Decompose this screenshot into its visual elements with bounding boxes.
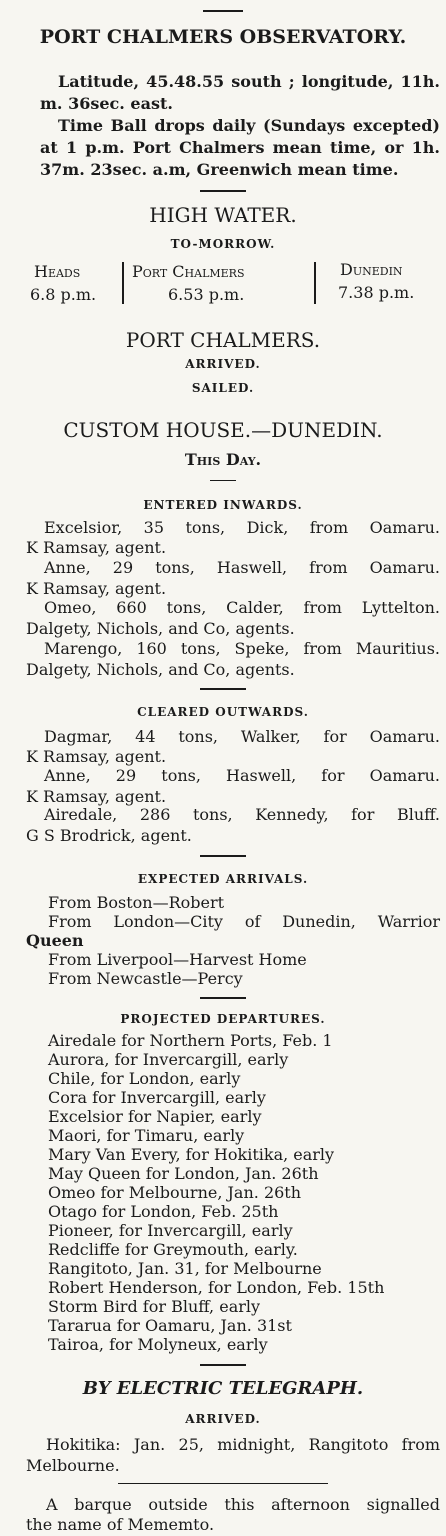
heads-time: 6.8 p.m. xyxy=(30,285,97,304)
projected-line-13: Rangitoto, Jan. 31, for Melbourne xyxy=(48,1259,322,1278)
rule-5 xyxy=(200,997,246,999)
rule-6 xyxy=(200,1364,246,1366)
entered-line-4: K Ramsay, agent. xyxy=(26,579,167,598)
projected-line-8: May Queen for London, Jan. 26th xyxy=(48,1164,319,1183)
entered-line-8: Dalgety, Nichols, and Co, agents. xyxy=(26,660,295,679)
projected-line-15: Storm Bird for Bluff, early xyxy=(48,1297,261,1316)
port-sailed: SAILED. xyxy=(191,381,255,395)
rule-1 xyxy=(200,190,246,192)
expected-title: EXPECTED ARRIVALS. xyxy=(137,872,309,886)
heads-label: Heads xyxy=(34,262,81,281)
cleared-line-6: G S Brodrick, agent. xyxy=(26,826,192,845)
rule-3 xyxy=(200,688,246,690)
projected-line-6: Maori, for Timaru, early xyxy=(48,1126,245,1145)
entered-line-3: Anne, 29 tons, Haswell, from Oamaru. xyxy=(44,558,440,577)
entered-line-1: Excelsior, 35 tons, Dick, from Oamaru. xyxy=(44,518,440,537)
projected-line-7: Mary Van Every, for Hokitika, early xyxy=(48,1145,335,1164)
port-chalmers-label: Port Chalmers xyxy=(132,262,245,281)
expected-line-3: Queen xyxy=(26,931,84,950)
top-rule xyxy=(203,10,243,12)
entered-line-5: Omeo, 660 tons, Calder, from Lyttelton. xyxy=(44,598,440,617)
cleared-line-3: Anne, 29 tons, Haswell, for Oamaru. xyxy=(44,766,440,785)
high-water-subtitle: TO-MORROW. xyxy=(170,237,276,251)
entered-line-2: K Ramsay, agent. xyxy=(26,538,167,557)
entered-line-6: Dalgety, Nichols, and Co, agents. xyxy=(26,619,295,638)
observatory-line-5: 37m. 23sec. a.m, Greenwich mean time. xyxy=(40,160,399,179)
custom-house-title: CUSTOM HOUSE.—DUNEDIN. xyxy=(63,418,383,442)
telegraph-line-2: Melbourne. xyxy=(26,1456,120,1475)
expected-line-2: From London—City of Dunedin, Warrior xyxy=(48,912,440,931)
cleared-line-4: K Ramsay, agent. xyxy=(26,787,167,806)
projected-line-2: Aurora, for Invercargill, early xyxy=(48,1050,289,1069)
observatory-line-1: Latitude, 45.48.55 south ; longitude, 11h. xyxy=(58,72,440,91)
divider-left xyxy=(122,262,124,304)
projected-line-12: Redcliffe for Greymouth, early. xyxy=(48,1240,298,1259)
telegraph-line-1: Hokitika: Jan. 25, midnight, Rangitoto from xyxy=(46,1435,440,1454)
rule-2 xyxy=(210,480,236,481)
port-chalmers-title: PORT CHALMERS. xyxy=(125,328,321,352)
tail-line-1: A barque outside this afternoon signalled xyxy=(46,1495,440,1514)
telegraph-arrived: ARRIVED. xyxy=(185,1412,261,1426)
high-water-title: HIGH WATER. xyxy=(149,203,297,227)
projected-title: PROJECTED DEPARTURES. xyxy=(120,1012,326,1026)
port-chalmers-time: 6.53 p.m. xyxy=(168,285,245,304)
projected-line-16: Tararua for Oamaru, Jan. 31st xyxy=(48,1316,292,1335)
expected-line-4: From Liverpool—Harvest Home xyxy=(48,950,307,969)
projected-line-14: Robert Henderson, for London, Feb. 15th xyxy=(48,1278,385,1297)
entered-title: ENTERED INWARDS. xyxy=(143,498,303,512)
projected-line-1: Airedale for Northern Ports, Feb. 1 xyxy=(48,1031,333,1050)
projected-line-9: Omeo for Melbourne, Jan. 26th xyxy=(48,1183,302,1202)
expected-line-1: From Boston—Robert xyxy=(48,893,225,912)
projected-line-4: Cora for Invercargill, early xyxy=(48,1088,266,1107)
dunedin-time: 7.38 p.m. xyxy=(338,283,415,302)
observatory-line-3: Time Ball drops daily (Sundays excepted) xyxy=(58,116,440,135)
projected-line-10: Otago for London, Feb. 25th xyxy=(48,1202,279,1221)
cleared-title: CLEARED OUTWARDS. xyxy=(137,705,309,719)
dunedin-label: Dunedin xyxy=(340,260,403,279)
tail-line-2: the name of Mememto. xyxy=(26,1515,215,1534)
rule-7 xyxy=(118,1483,328,1484)
observatory-line-2: m. 36sec. east. xyxy=(40,94,173,113)
port-arrived: ARRIVED. xyxy=(185,357,261,371)
rule-4 xyxy=(200,855,246,857)
cleared-line-5: Airedale, 286 tons, Kennedy, for Bluff. xyxy=(44,805,440,824)
expected-line-5: From Newcastle—Percy xyxy=(48,969,243,988)
custom-house-subtitle: This Day. xyxy=(184,450,262,469)
projected-line-17: Tairoa, for Molyneux, early xyxy=(48,1335,268,1354)
divider-right xyxy=(314,262,316,304)
projected-line-5: Excelsior for Napier, early xyxy=(48,1107,262,1126)
projected-line-3: Chile, for London, early xyxy=(48,1069,241,1088)
cleared-line-2: K Ramsay, agent. xyxy=(26,747,167,766)
observatory-line-4: at 1 p.m. Port Chalmers mean time, or 1h. xyxy=(40,138,440,157)
projected-line-11: Pioneer, for Invercargill, early xyxy=(48,1221,293,1240)
observatory-title: PORT CHALMERS OBSERVATORY. xyxy=(39,26,407,48)
telegraph-title: BY ELECTRIC TELEGRAPH. xyxy=(82,1378,364,1399)
entered-line-7: Marengo, 160 tons, Speke, from Mauritius. xyxy=(44,639,440,658)
cleared-line-1: Dagmar, 44 tons, Walker, for Oamaru. xyxy=(44,727,440,746)
